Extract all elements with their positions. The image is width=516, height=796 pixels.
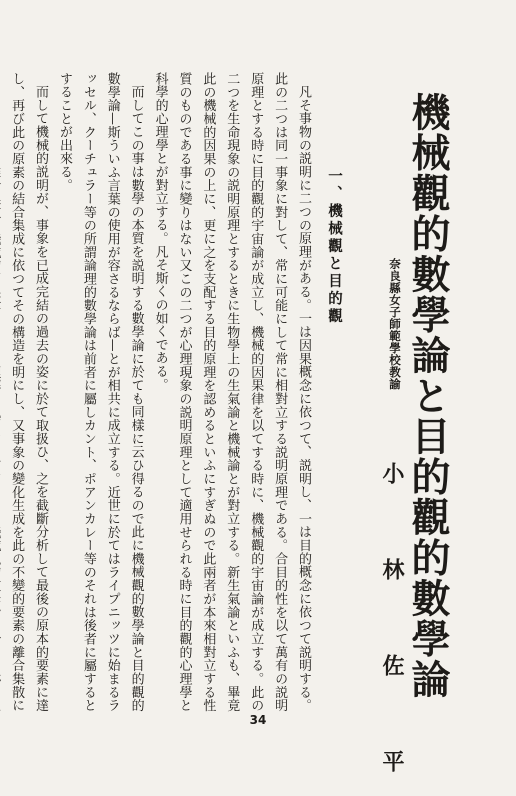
paragraph: 而してこの事は數學の本質を説明する數學論に於ても同樣に云ひ得るので此に機械觀的數學論と目的觀的數學論—斯ういふ言葉の使用が容さるならば—とが相共に成立する。近世に於てはライプニッツに始まるラッセル、クーチュラー等の所謂論理的數學論は前者に屬しカント、ポアンカレー等のそれは後者に屬するとすることが出來る。 — [56, 72, 144, 712]
author-name: 小 林 佐 平 — [379, 462, 405, 796]
article-title: 機械觀的數學論と目的觀的數學論 — [405, 92, 451, 700]
paragraph: 凡そ事物の説明に二つの原理がある。一は因果概念に依つて、説明し、一は目的概念に依つて説明する。此の二つは同一事象に對して、常に可能にして常に相對立する説明原理である。合目的性を以て萬有の説明原理とする時に目的觀的宇宙論が成立し、機械的因果律を以てする時に、機械觀的宇宙論が成立する。此の二つを生命現象の説明原理とするときに生物學上の生氣論と機械論とが對立する。新生氣論といふも、畢竟此の機械的因果の上に、更に之を支配する目的原理を認めるといふにすぎぬので此兩者が本來相對立する性質のものである事に變りはない又この二つが心理現象の説明原理として適用せられる時に目的觀的心理學と科學的心理學とが對立する。凡そ斯くの如くである。 — [152, 72, 311, 712]
section-heading: 一、機械觀と目的觀 — [326, 168, 343, 326]
author-affiliation: 奈良縣女子師範學校教諭 — [388, 258, 402, 390]
page-number: 34 — [249, 713, 267, 727]
body-text — [9, 72, 315, 712]
paragraph: 而して機械的説明が、事象を已成完結の過去の姿に於て取扱ひ、之を截斷分析して最後の原本的要素に達し、再び此の原素の結合集成に依つてその構造を明にし、又事象の變化生成を此の不變的要素の離合集散に — [9, 72, 49, 712]
